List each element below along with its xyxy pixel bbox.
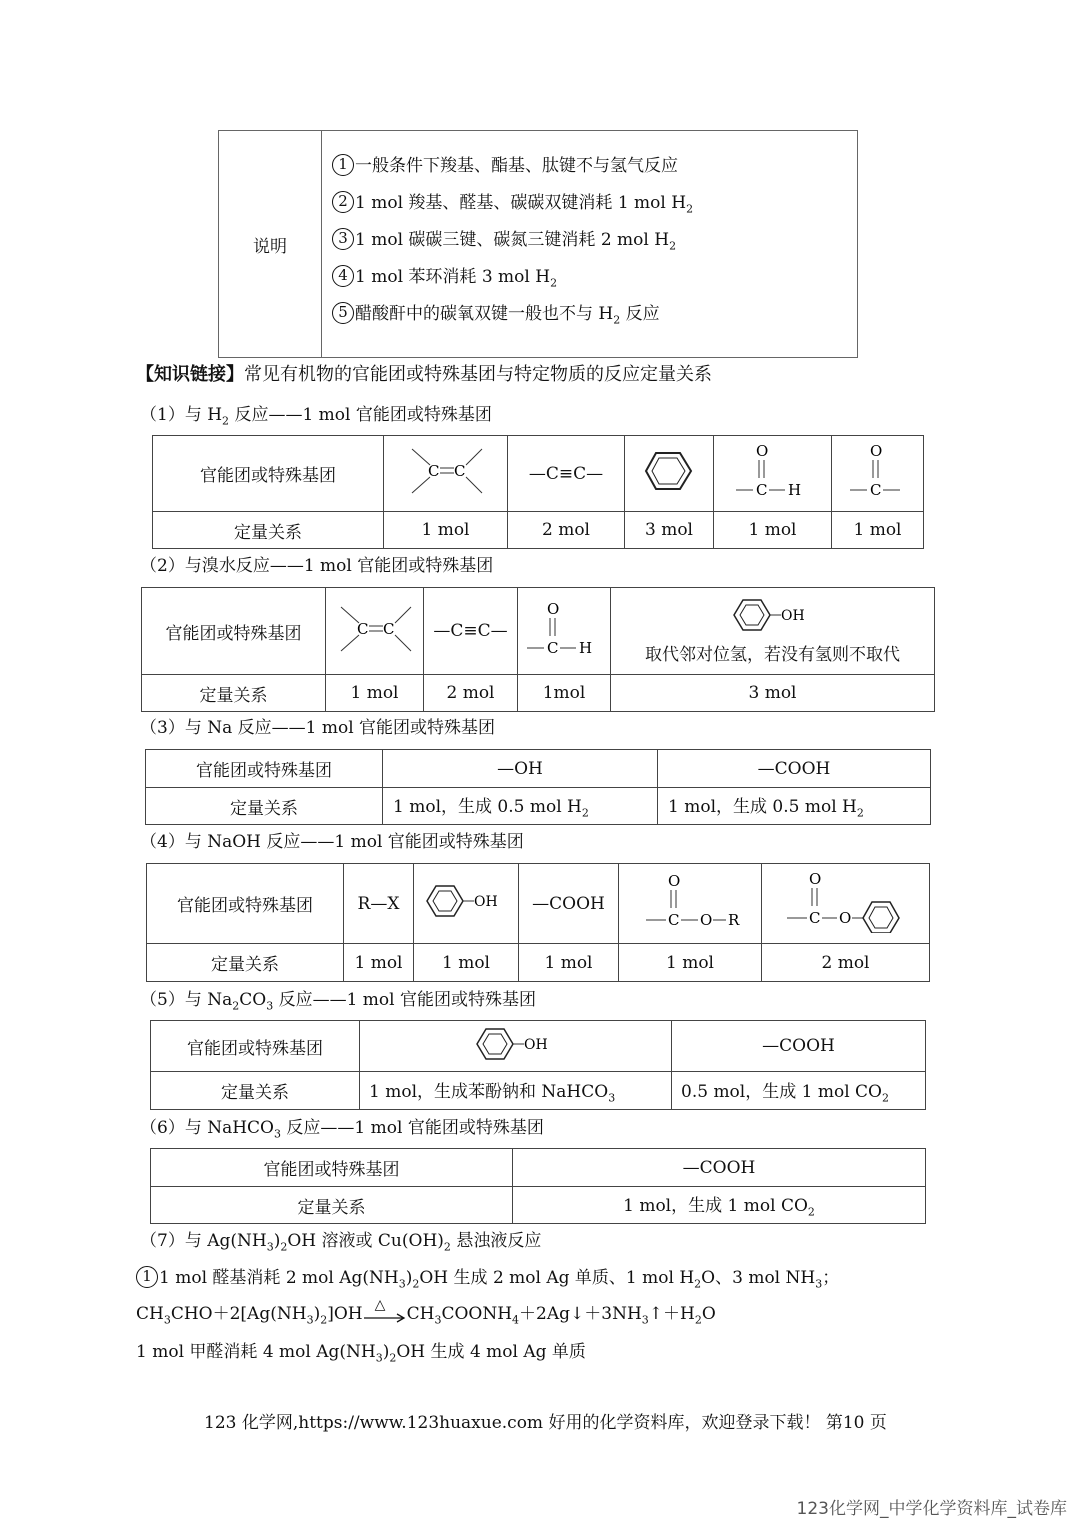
knowledge-heading: 【知识链接】常见有机物的官能团或特殊基团与特定物质的反应定量关系 (136, 364, 712, 385)
ester-cell (619, 864, 762, 944)
svg-text:H: H (579, 638, 593, 657)
benzene-ring-structure (644, 446, 694, 496)
section7-title: （7）与 $Ag(NH_3)_2OH$ 溶液或 $Cu(OH)_2$ 悬浊液反应 (140, 1231, 542, 1254)
quant-header: 定量关系 (147, 944, 344, 982)
value-cell: 3 mol (611, 675, 935, 712)
quant-header: 定量关系 (146, 788, 383, 825)
aldehyde-cell (714, 436, 832, 512)
reaction-arrow: △ (363, 1305, 407, 1325)
svg-text:C: C (668, 911, 680, 929)
note-items (322, 131, 858, 358)
section2-title: （2）与溴水反应——1 mol 官能团或特殊基团 (140, 556, 494, 576)
svg-text:OH: OH (780, 608, 805, 624)
svg-text:C: C (547, 638, 559, 657)
phenol-cell (360, 1021, 672, 1072)
note-table (218, 130, 858, 358)
note-item: 5 醋酸酐中的碳氧双键一般也不与 $H_2$ 反应 (332, 296, 857, 333)
section1-title: （1）与 $H_2$ 反应——1 mol 官能团或特殊基团 (140, 405, 492, 428)
note-item: 4 1 mol 苯环消耗 3 mol $H_2$ (332, 259, 857, 296)
aldehyde-structure (733, 441, 813, 501)
section7-equation: $CH_3CHO+2[Ag(NH_3)_2]OH$ △ $CH_3COONH_4+2Ag↓+3NH_3↑+H_2O$ (136, 1296, 716, 1327)
value-cell: 1mol (518, 675, 611, 712)
svg-text:C: C (382, 619, 394, 638)
quant-header: 定量关系 (153, 512, 384, 549)
phenol-note: 取代邻对位氢，若没有氢则不取代 (645, 645, 900, 665)
value-cell: 1 mol (619, 944, 762, 982)
value-cell: 1 mol (326, 675, 424, 712)
oh-cell: —OH (383, 750, 658, 788)
note-item: 1 一般条件下羧基、酯基、肽键不与氢气反应 (332, 148, 857, 185)
section3-table (145, 749, 931, 825)
phenol-structure (733, 597, 813, 633)
cc-double-bond-structure (406, 443, 486, 499)
svg-text:O: O (755, 442, 768, 460)
note-item: 3 1 mol 碳碳三键、碳氮三键消耗 2 mol $H_2$ (332, 222, 857, 259)
svg-text:C: C (808, 909, 820, 927)
svg-text:R: R (728, 911, 740, 929)
svg-text:H: H (787, 481, 801, 499)
group-header: 官能团或特殊基团 (151, 1149, 513, 1187)
value-cell: 1 mol，生成 0.5 mol $H_2$ (658, 788, 931, 825)
phenol-structure (426, 883, 506, 919)
benzene-cell (625, 436, 714, 512)
svg-text:C: C (755, 481, 767, 499)
aldehyde-structure (524, 599, 604, 659)
quant-header: 定量关系 (151, 1187, 513, 1224)
quant-header: 定量关系 (151, 1072, 360, 1110)
svg-text:O: O (838, 909, 851, 927)
rx-cell: R—X (344, 864, 414, 944)
aldehyde-cell (518, 588, 611, 675)
quant-header: 定量关系 (142, 675, 326, 712)
value-cell: 3 mol (625, 512, 714, 549)
section6-table (150, 1148, 926, 1224)
svg-text:O: O (668, 872, 681, 890)
triple-bond-cell: —C≡C— (424, 588, 518, 675)
cooh-cell: —COOH (513, 1149, 926, 1187)
value-cell: 1 mol (519, 944, 619, 982)
value-cell: 1 mol (714, 512, 832, 549)
section5-title: （5）与 $Na_2CO_3$ 反应——1 mol 官能团或特殊基团 (140, 990, 537, 1013)
carbonyl-cell (832, 436, 924, 512)
phenol-structure (476, 1026, 556, 1062)
value-cell: 1 mol，生成 0.5 mol $H_2$ (383, 788, 658, 825)
phenol-cell (414, 864, 519, 944)
section1-table (152, 435, 924, 549)
phenyl-ester-cell (762, 864, 930, 944)
page-footer: 123 化学网,https://www.123huaxue.com 好用的化学资料库，欢迎登录下载！ 第10 页 (204, 1413, 887, 1433)
ester-structure (630, 871, 750, 931)
svg-text:OH: OH (523, 1036, 548, 1053)
section6-title: （6）与 NaHCO$_3$ 反应——1 mol 官能团或特殊基团 (140, 1118, 544, 1141)
group-header: 官能团或特殊基团 (153, 436, 384, 512)
svg-text:O: O (700, 911, 713, 929)
value-cell: 1 mol (344, 944, 414, 982)
section3-title: （3）与 Na 反应——1 mol 官能团或特殊基团 (140, 718, 496, 738)
triple-bond-cell: —C≡C— (508, 436, 625, 512)
svg-text:O: O (869, 442, 882, 460)
value-cell: 2 mol (424, 675, 518, 712)
svg-text:C: C (453, 462, 465, 480)
value-cell: 1 mol (414, 944, 519, 982)
phenyl-ester-structure (771, 869, 921, 933)
value-cell: 1 mol，生成 1 mol $CO_2$ (513, 1187, 926, 1224)
section7-line3: 1 mol 甲醛消耗 4 mol $Ag(NH_3)_2OH$ 生成 4 mol Ag 单质 (136, 1342, 586, 1365)
cooh-cell: —COOH (658, 750, 931, 788)
value-cell: 1 mol (384, 512, 508, 549)
value-cell: 2 mol (508, 512, 625, 549)
cooh-cell: —COOH (519, 864, 619, 944)
section7-line1: 1 1 mol 醛基消耗 2 mol $Ag(NH_3)_2OH$ 生成 2 mol Ag 单质、1 mol $H_2O$、3 mol $NH_3$； (136, 1263, 839, 1290)
value-cell: 0.5 mol，生成 1 mol $CO_2$ (672, 1072, 926, 1110)
group-header: 官能团或特殊基团 (146, 750, 383, 788)
svg-text:C: C (356, 619, 368, 638)
double-bond-cell (384, 436, 508, 512)
svg-text:OH: OH (474, 894, 498, 910)
section5-table (150, 1020, 926, 1110)
svg-text:O: O (547, 599, 560, 618)
value-cell: 1 mol，生成苯酚钠和 NaHCO$_3$ (360, 1072, 672, 1110)
group-header: 官能团或特殊基团 (142, 588, 326, 675)
section2-table (141, 587, 935, 712)
phenol-cell (611, 588, 935, 675)
svg-text:C: C (427, 462, 439, 480)
group-header: 官能团或特殊基团 (151, 1021, 360, 1072)
note-label: 说明 (219, 131, 322, 358)
value-cell: 2 mol (762, 944, 930, 982)
watermark: 123化学网_中学化学资料库_试卷库 (796, 1499, 1067, 1519)
cooh-cell: —COOH (672, 1021, 926, 1072)
section4-table (146, 863, 930, 982)
svg-text:O: O (808, 870, 821, 888)
cc-double-bond-structure (335, 601, 415, 657)
section4-title: （4）与 NaOH 反应——1 mol 官能团或特殊基团 (140, 832, 524, 852)
value-cell: 1 mol (832, 512, 924, 549)
group-header: 官能团或特殊基团 (147, 864, 344, 944)
carbonyl-structure (848, 441, 908, 501)
double-bond-cell (326, 588, 424, 675)
note-item: 2 1 mol 羧基、醛基、碳碳双键消耗 1 mol $H_2$ (332, 185, 857, 222)
svg-text:C: C (869, 481, 881, 499)
